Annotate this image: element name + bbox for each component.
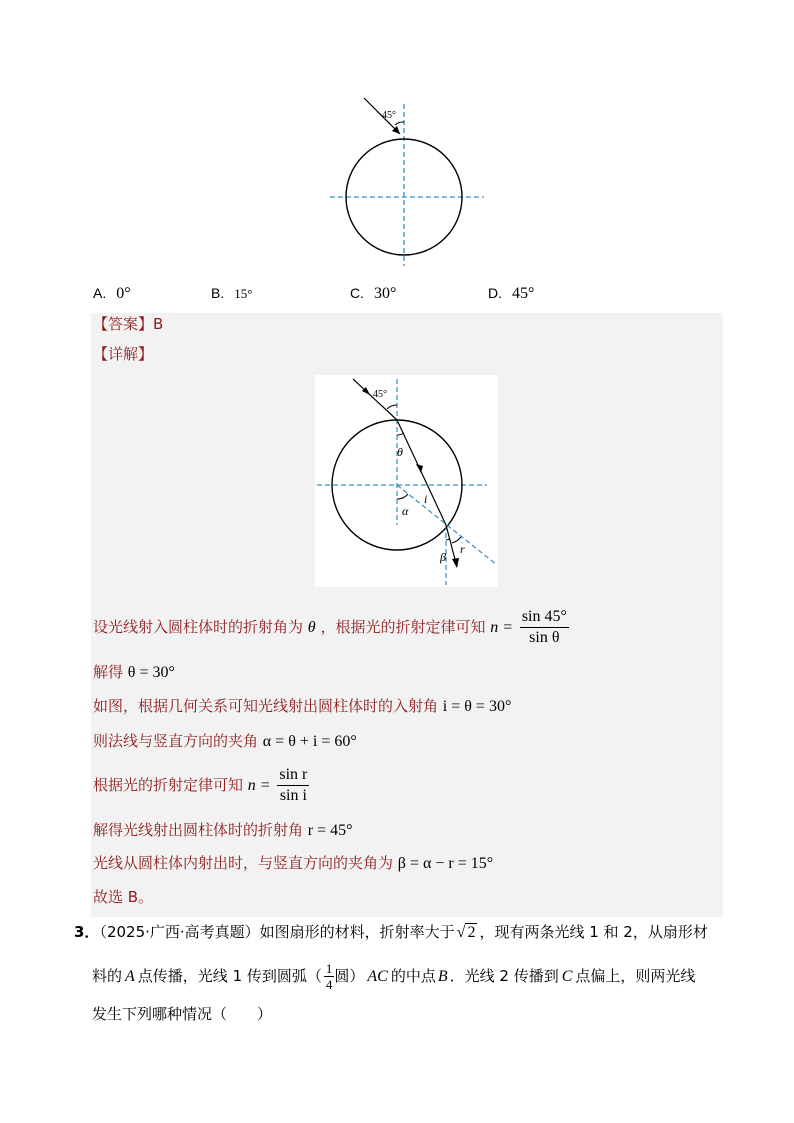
explain-label: 【详解】: [93, 345, 154, 363]
q3-line1-b: ，现有两条光线 1 和 2，从扇形材: [479, 923, 708, 941]
line7-math: β = α − r = 15°: [397, 855, 494, 872]
question-3-line-3: [92, 1002, 272, 1026]
line6-text: 解得光线射出圆柱体时的折射角: [93, 821, 304, 839]
q3-line2-b: 点传播，光线 1 传到圆弧（: [137, 967, 322, 985]
q3-line2-e: ．光线 2 传播到: [449, 967, 559, 985]
line4-text: 则法线与竖直方向的夹角: [93, 732, 259, 750]
option-b-letter: B.: [211, 285, 225, 301]
line5-numerator: sin r: [277, 765, 309, 786]
answer-value: B: [153, 315, 164, 333]
exit-arrow: [452, 558, 459, 568]
line6-math: r = 45°: [307, 822, 353, 839]
q3-line2-f: 点偏上，则两光线: [575, 967, 696, 985]
option-b-value: 15°: [234, 286, 253, 301]
line5-text: 根据光的折射定律可知: [93, 776, 244, 794]
angle-arc-45: [387, 405, 397, 409]
angle-arc-theta: [397, 433, 404, 435]
angle-arc-alpha: [397, 494, 408, 499]
q3-line1-a: （2025·广西·高考真题）如图扇形的材料，折射率大于: [99, 923, 455, 941]
option-c[interactable]: [350, 282, 396, 305]
figure-2-diagram: [315, 375, 498, 587]
option-a-value: 0°: [116, 285, 131, 302]
q3-line2-c: 圆）: [334, 967, 365, 985]
line2-text: 解得: [93, 663, 124, 681]
solution-line-2: [93, 660, 175, 685]
line5-lhs: n =: [247, 777, 271, 794]
solution-line-6: [93, 818, 353, 843]
line5-fraction: [277, 765, 309, 806]
line2-math: θ = 30°: [127, 664, 175, 681]
q3-AC: AC: [367, 968, 388, 985]
q3-number: 3．: [74, 923, 100, 941]
radial-normal: [397, 485, 497, 565]
line1-text2: ，根据光的折射定律可知: [320, 618, 486, 636]
q3-A: A: [125, 968, 135, 985]
solution-line-1: [93, 607, 569, 648]
option-b[interactable]: [211, 282, 252, 305]
answer-line: [93, 312, 163, 336]
q3-quarter-den: 4: [325, 977, 333, 992]
line5-denominator: sin i: [279, 787, 307, 804]
q3-line2-a: 料的: [92, 967, 123, 985]
option-d[interactable]: [488, 282, 534, 305]
q3-line3: 发生下列哪种情况（ ）: [92, 1005, 273, 1023]
line1-numerator: sin 45°: [520, 607, 569, 628]
beta-label: β: [440, 550, 446, 564]
option-d-letter: D.: [488, 285, 502, 301]
figure1-angle-label: 45°: [382, 110, 396, 121]
i-label: i: [424, 492, 428, 506]
option-d-value: 45°: [512, 285, 535, 302]
line7-text: 光线从圆柱体内射出时，与竖直方向的夹角为: [93, 854, 394, 872]
question-3-line-1: [74, 920, 708, 945]
solution-line-3: [93, 694, 511, 719]
q3-quarter-fraction: [324, 961, 335, 992]
line1-fraction: [520, 607, 569, 648]
explain-line: [93, 342, 153, 366]
q3-sqrt-value: 2: [467, 924, 476, 941]
answer-label: 【答案】: [93, 315, 154, 333]
solution-line-4: [93, 729, 357, 754]
line3-text: 如图，根据几何关系可知光线射出圆柱体时的入射角: [93, 697, 439, 715]
q3-C: C: [561, 968, 573, 985]
q3-sqrt: √ 2: [456, 924, 476, 941]
line1-var: θ: [307, 619, 316, 636]
question-3-line-2: [92, 961, 695, 992]
line1-text: 设光线射入圆柱体时的折射角为: [93, 618, 304, 636]
figure-1-diagram: [320, 94, 490, 274]
solution-line-5: [93, 765, 309, 806]
q3-B: B: [437, 968, 448, 985]
option-a-letter: A.: [93, 285, 107, 301]
line1-lhs: n =: [490, 619, 514, 636]
r-label: r: [460, 542, 465, 556]
angle-arc: [395, 122, 404, 125]
internal-arrow: [416, 464, 423, 473]
figure2-angle-label: 45°: [373, 389, 387, 400]
theta-label: θ: [397, 445, 403, 459]
line8-text: 故选 B。: [93, 888, 154, 906]
option-c-letter: C.: [350, 285, 364, 301]
solution-line-8: [93, 885, 153, 909]
option-c-value: 30°: [374, 285, 397, 302]
q3-line2-d: 的中点: [390, 967, 436, 985]
solution-line-7: [93, 851, 493, 876]
line1-denominator: sin θ: [529, 629, 560, 646]
option-a[interactable]: [93, 282, 131, 305]
q3-quarter-num: 1: [325, 961, 333, 976]
line4-math: α = θ + i = 60°: [262, 733, 357, 750]
line3-math: i = θ = 30°: [442, 698, 512, 715]
alpha-label: α: [402, 504, 409, 518]
